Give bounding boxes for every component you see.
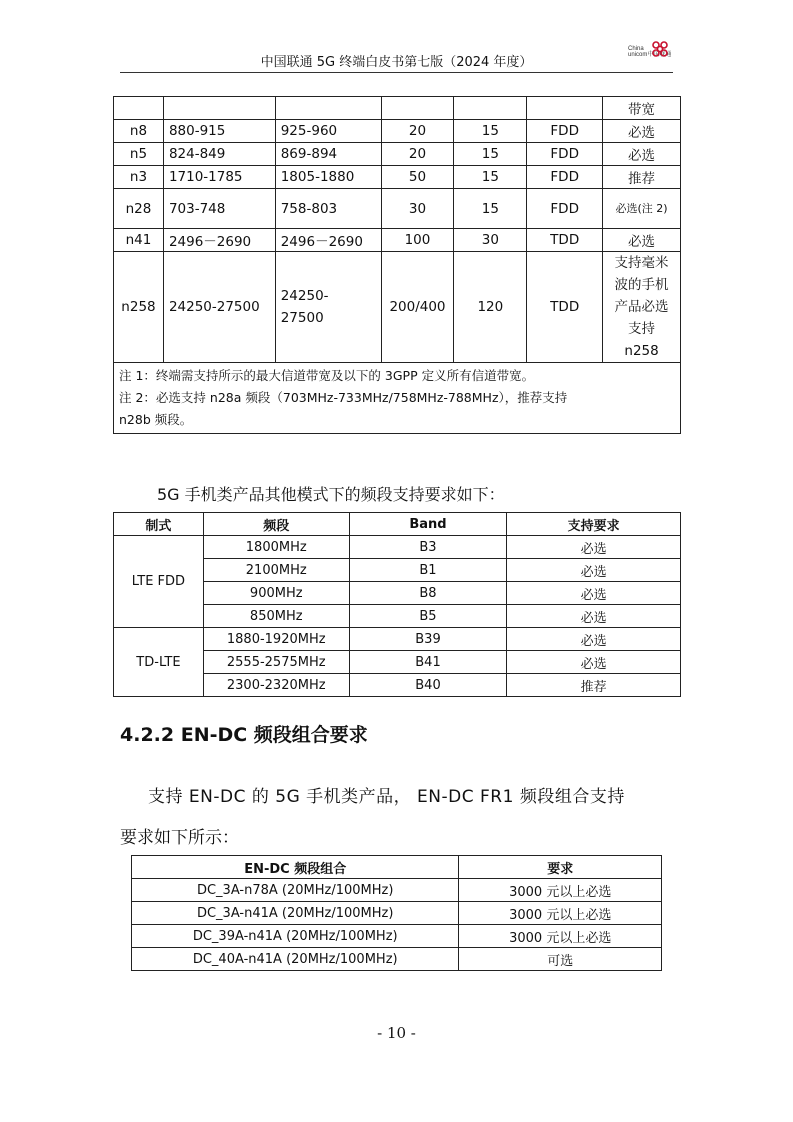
table-row: LTE FDD 1800MHz B3 必选 bbox=[114, 536, 681, 559]
page-number: - 10 - bbox=[377, 1024, 416, 1042]
logo-text-unicom: unicom中国联通 bbox=[628, 52, 672, 58]
table-header-row: EN-DC 频段组合 要求 bbox=[132, 856, 662, 879]
table-row: 2300-2320MHz B40 推荐 bbox=[114, 674, 681, 697]
lte-band-table bbox=[113, 512, 681, 697]
china-unicom-logo bbox=[628, 40, 674, 68]
table-row bbox=[114, 97, 681, 120]
table-row: n28 703-748 758-803 30 15 FDD 必选(注 2) bbox=[114, 189, 681, 229]
cell-req: 带宽 bbox=[603, 97, 681, 120]
table-row: 2100MHz B1 必选 bbox=[114, 559, 681, 582]
table-row: n3 1710-1785 1805-1880 50 15 FDD 推荐 bbox=[114, 166, 681, 189]
table-row: TD-LTE 1880-1920MHz B39 必选 bbox=[114, 628, 681, 651]
table-row: 900MHz B8 必选 bbox=[114, 582, 681, 605]
nr-band-table bbox=[113, 96, 681, 434]
note-1: 注 1：终端需支持所示的最大信道带宽及以下的 3GPP 定义所有信道带宽。 bbox=[119, 368, 535, 383]
page-header bbox=[120, 48, 673, 73]
table-notes bbox=[114, 363, 681, 434]
note-2: 注 2：必选支持 n28a 频段（703MHz-733MHz/758MHz-788MHz），推荐支持 bbox=[119, 390, 568, 405]
mode-td-lte: TD-LTE bbox=[114, 628, 204, 697]
endc-combo-table bbox=[131, 855, 662, 971]
table-row-n258: n258 24250-27500 24250- 27500 200/400 120 TDD 支持毫米 波的手机 产品必选 支持 n258 bbox=[114, 252, 681, 363]
paragraph-line-2: 要求如下所示： bbox=[120, 828, 239, 848]
mode-lte-fdd: LTE FDD bbox=[114, 536, 204, 628]
note-2-cont: n28b 频段。 bbox=[119, 412, 193, 427]
table-header-row: 制式 频段 Band 支持要求 bbox=[114, 513, 681, 536]
table-row: 850MHz B5 必选 bbox=[114, 605, 681, 628]
table-row: DC_3A-n41A (20MHz/100MHz) 3000 元以上必选 bbox=[132, 902, 662, 925]
paragraph-line-1: 支持 EN-DC 的 5G 手机类产品， EN-DC FR1 频段组合支持 bbox=[148, 787, 625, 807]
lte-intro-text: 5G 手机类产品其他模式下的频段支持要求如下： bbox=[157, 485, 505, 504]
table-row: DC_40A-n41A (20MHz/100MHz) 可选 bbox=[132, 948, 662, 971]
table-row: n41 2496－2690 2496－2690 100 30 TDD 必选 bbox=[114, 229, 681, 252]
logo-text-china: China bbox=[628, 46, 644, 52]
section-title: 4.2.2 EN-DC 频段组合要求 bbox=[120, 724, 368, 746]
table-row: DC_3A-n78A (20MHz/100MHz) 3000 元以上必选 bbox=[132, 879, 662, 902]
table-row: DC_39A-n41A (20MHz/100MHz) 3000 元以上必选 bbox=[132, 925, 662, 948]
table-row: n5 824-849 869-894 20 15 FDD 必选 bbox=[114, 143, 681, 166]
header-title: 中国联通 5G 终端白皮书第七版（2024 年度） bbox=[260, 55, 533, 70]
unicom-knot-icon bbox=[648, 40, 672, 58]
table-row: 2555-2575MHz B41 必选 bbox=[114, 651, 681, 674]
table-row: n8 880-915 925-960 20 15 FDD 必选 bbox=[114, 120, 681, 143]
